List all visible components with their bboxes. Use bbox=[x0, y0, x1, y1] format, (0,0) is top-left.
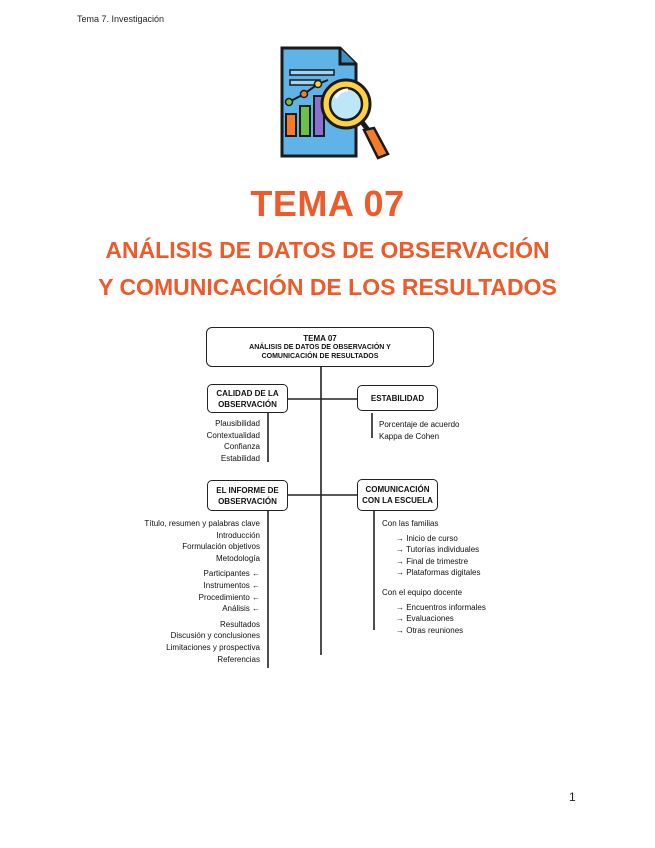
calidad-list bbox=[207, 418, 260, 464]
estabilidad-list bbox=[379, 419, 460, 442]
node-informe-line-2: OBSERVACIÓN bbox=[218, 496, 277, 506]
list-item: → Evaluaciones bbox=[396, 614, 454, 624]
docente-heading: Con el equipo docente bbox=[382, 587, 463, 597]
list-item: → Tutorías individuales bbox=[396, 545, 480, 555]
node-calidad-line-1: CALIDAD DE LA bbox=[216, 388, 279, 398]
node-comunicacion bbox=[357, 479, 438, 511]
list-item: Procedimiento ← bbox=[198, 592, 260, 602]
list-item: Referencias bbox=[217, 654, 260, 664]
list-item: Plausibilidad bbox=[215, 419, 260, 428]
page-subtitle-line-2: Y COMUNICACIÓN DE LOS RESULTADOS bbox=[98, 274, 557, 300]
page-title: TEMA 07 bbox=[250, 183, 405, 224]
list-item: → Otras reuniones bbox=[396, 625, 464, 635]
page-subtitle-line-1: ANÁLISIS DE DATOS DE OBSERVACIÓN bbox=[105, 237, 550, 263]
list-item: Metodología bbox=[215, 553, 260, 563]
node-estabilidad bbox=[357, 385, 438, 411]
list-item: Instrumentos ← bbox=[203, 580, 260, 590]
root-line-1: ANÁLISIS DE DATOS DE OBSERVACIÓN Y bbox=[249, 343, 391, 351]
node-informe bbox=[207, 480, 288, 511]
list-item: Contextualidad bbox=[206, 430, 260, 440]
list-item: Discusión y conclusiones bbox=[170, 631, 260, 641]
list-item: Porcentaje de acuerdo bbox=[379, 420, 460, 429]
list-item: → Plataformas digitales bbox=[396, 568, 481, 578]
list-item: Limitaciones y prospectiva bbox=[166, 642, 260, 652]
comunicacion-list bbox=[382, 518, 486, 636]
diagram-root-node bbox=[206, 327, 434, 367]
list-item: Introducción bbox=[216, 530, 260, 540]
node-estabilidad-label: ESTABILIDAD bbox=[370, 393, 425, 403]
root-line-2: COMUNICACIÓN DE RESULTADOS bbox=[261, 352, 379, 360]
node-comunicacion-line-1: COMUNICACIÓN bbox=[365, 485, 430, 494]
page-number: 1 bbox=[569, 790, 576, 804]
list-item: Análisis ← bbox=[222, 604, 260, 614]
list-item: → Final de trimestre bbox=[396, 556, 469, 566]
informe-list bbox=[144, 518, 260, 665]
list-item: Título, resumen y palabras clave bbox=[144, 519, 260, 528]
list-item: → Inicio de curso bbox=[396, 533, 458, 543]
list-item: Kappa de Cohen bbox=[379, 431, 440, 441]
node-calidad bbox=[207, 384, 288, 413]
list-item: Confianza bbox=[223, 442, 260, 452]
list-item: Formulación objetivos bbox=[182, 542, 260, 552]
root-title: TEMA 07 bbox=[303, 333, 337, 343]
node-comunicacion-line-2: CON LA ESCUELA bbox=[362, 496, 433, 505]
list-item: Estabilidad bbox=[220, 453, 260, 463]
node-calidad-line-2: OBSERVACIÓN bbox=[218, 399, 277, 409]
familias-heading: Con las familias bbox=[382, 519, 439, 528]
running-header: Tema 7. Investigación bbox=[77, 14, 165, 24]
list-item: Participantes ← bbox=[203, 569, 260, 579]
list-item: → Encuentros informales bbox=[396, 602, 486, 612]
node-informe-line-1: EL INFORME DE bbox=[216, 485, 279, 495]
list-item: Resultados bbox=[219, 619, 260, 629]
